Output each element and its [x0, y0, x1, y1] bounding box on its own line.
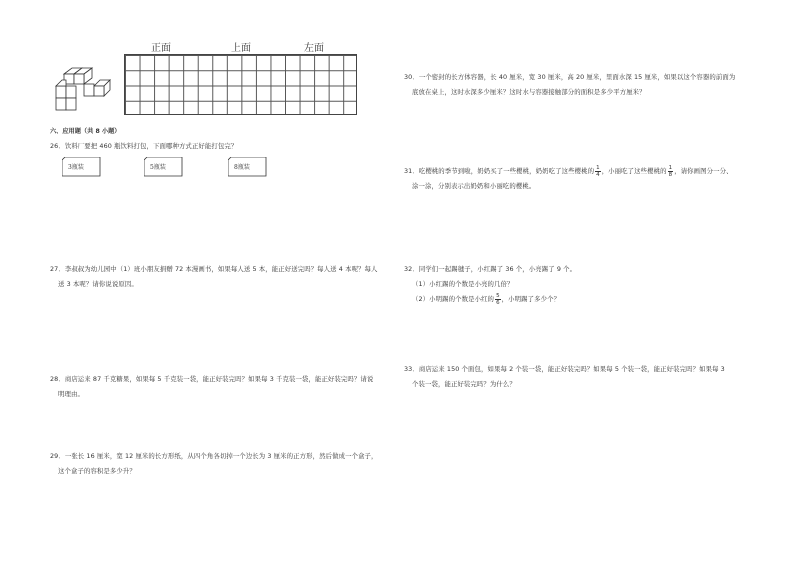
- question-27: 27．李叔叔为幼儿园中（1）班小朋友捐赠 72 本漫画书，如果每人送 5 本，能正好送完吗？每人送 4 本呢？每人 送 3 本呢？请你说说原因。: [50, 265, 378, 288]
- package-box-8: 8瓶装: [228, 157, 268, 177]
- view-label-front: 正面: [151, 43, 171, 54]
- package-box-3: 3瓶装: [62, 157, 102, 177]
- view-label-left: 左面: [304, 43, 324, 54]
- question-32: 32．同学们一起踢毽子，小红踢了 36 个，小亮踢了 9 个。 （1）小红踢的个数是小亮的几倍？ （2）小明踢的个数是小红的 $\frac{5}{6}$ ，小明踢了多少个？: [404, 265, 577, 306]
- question-28: 28．商店运来 87 千克糖果，如果每 5 千克装一袋，能正好装完吗？如果每 3 千克装一袋，能正好装完吗？请说 明理由。: [50, 375, 374, 398]
- question-26: 26．饮料厂要把 460 瓶饮料打包，下面哪种方式正好能打包完？: [50, 142, 238, 150]
- question-33: 33．商店运来 150 个面包，如果每 2 个装一袋，能正好装完吗？如果每 5 个装一袋，能正好装完吗？如果每 3 个装一袋，能正好装完吗？为什么？: [404, 365, 725, 388]
- fraction-one-eighth: $\frac{1}{8}$: [668, 164, 673, 178]
- cube-stack-figure: [52, 66, 118, 112]
- question-30: 30．一个密封的长方体容器，长 40 厘米，宽 30 厘米，高 20 厘米，里面水深 15 厘米，如果以这个容器的前面为 底放在桌上，这时水深多少厘米？这时水与容器接触部分的面积是多少平方厘米？: [404, 73, 736, 96]
- view-label-top: 上面: [231, 43, 251, 54]
- fraction-five-sixths: $\frac{5}{6}$: [496, 292, 500, 306]
- question-29: 29．一张长 16 厘米，宽 12 厘米的长方形纸，从四个角各切掉一个边长为 3 厘米的正方形，然后做成一个盒子， 这个盒子的容积是多少升？: [50, 452, 378, 475]
- drawing-grid: [124, 54, 357, 115]
- package-box-5: 5瓶装: [144, 157, 184, 177]
- question-31: 31．吃樱桃的季节到啦，奶奶买了一些樱桃，奶奶吃了这些樱桃的 $\frac{1}{4}$ ，小丽吃了这些樱桃的 $\frac{1}{8}$ ，请你画图分一分、 涂一涂，分别表示出奶奶和小丽吃的樱桃。: [404, 164, 733, 190]
- fraction-one-quarter: $\frac{1}{4}$: [596, 164, 600, 178]
- section-header: 六、应用题（共 8 小题）: [50, 128, 121, 135]
